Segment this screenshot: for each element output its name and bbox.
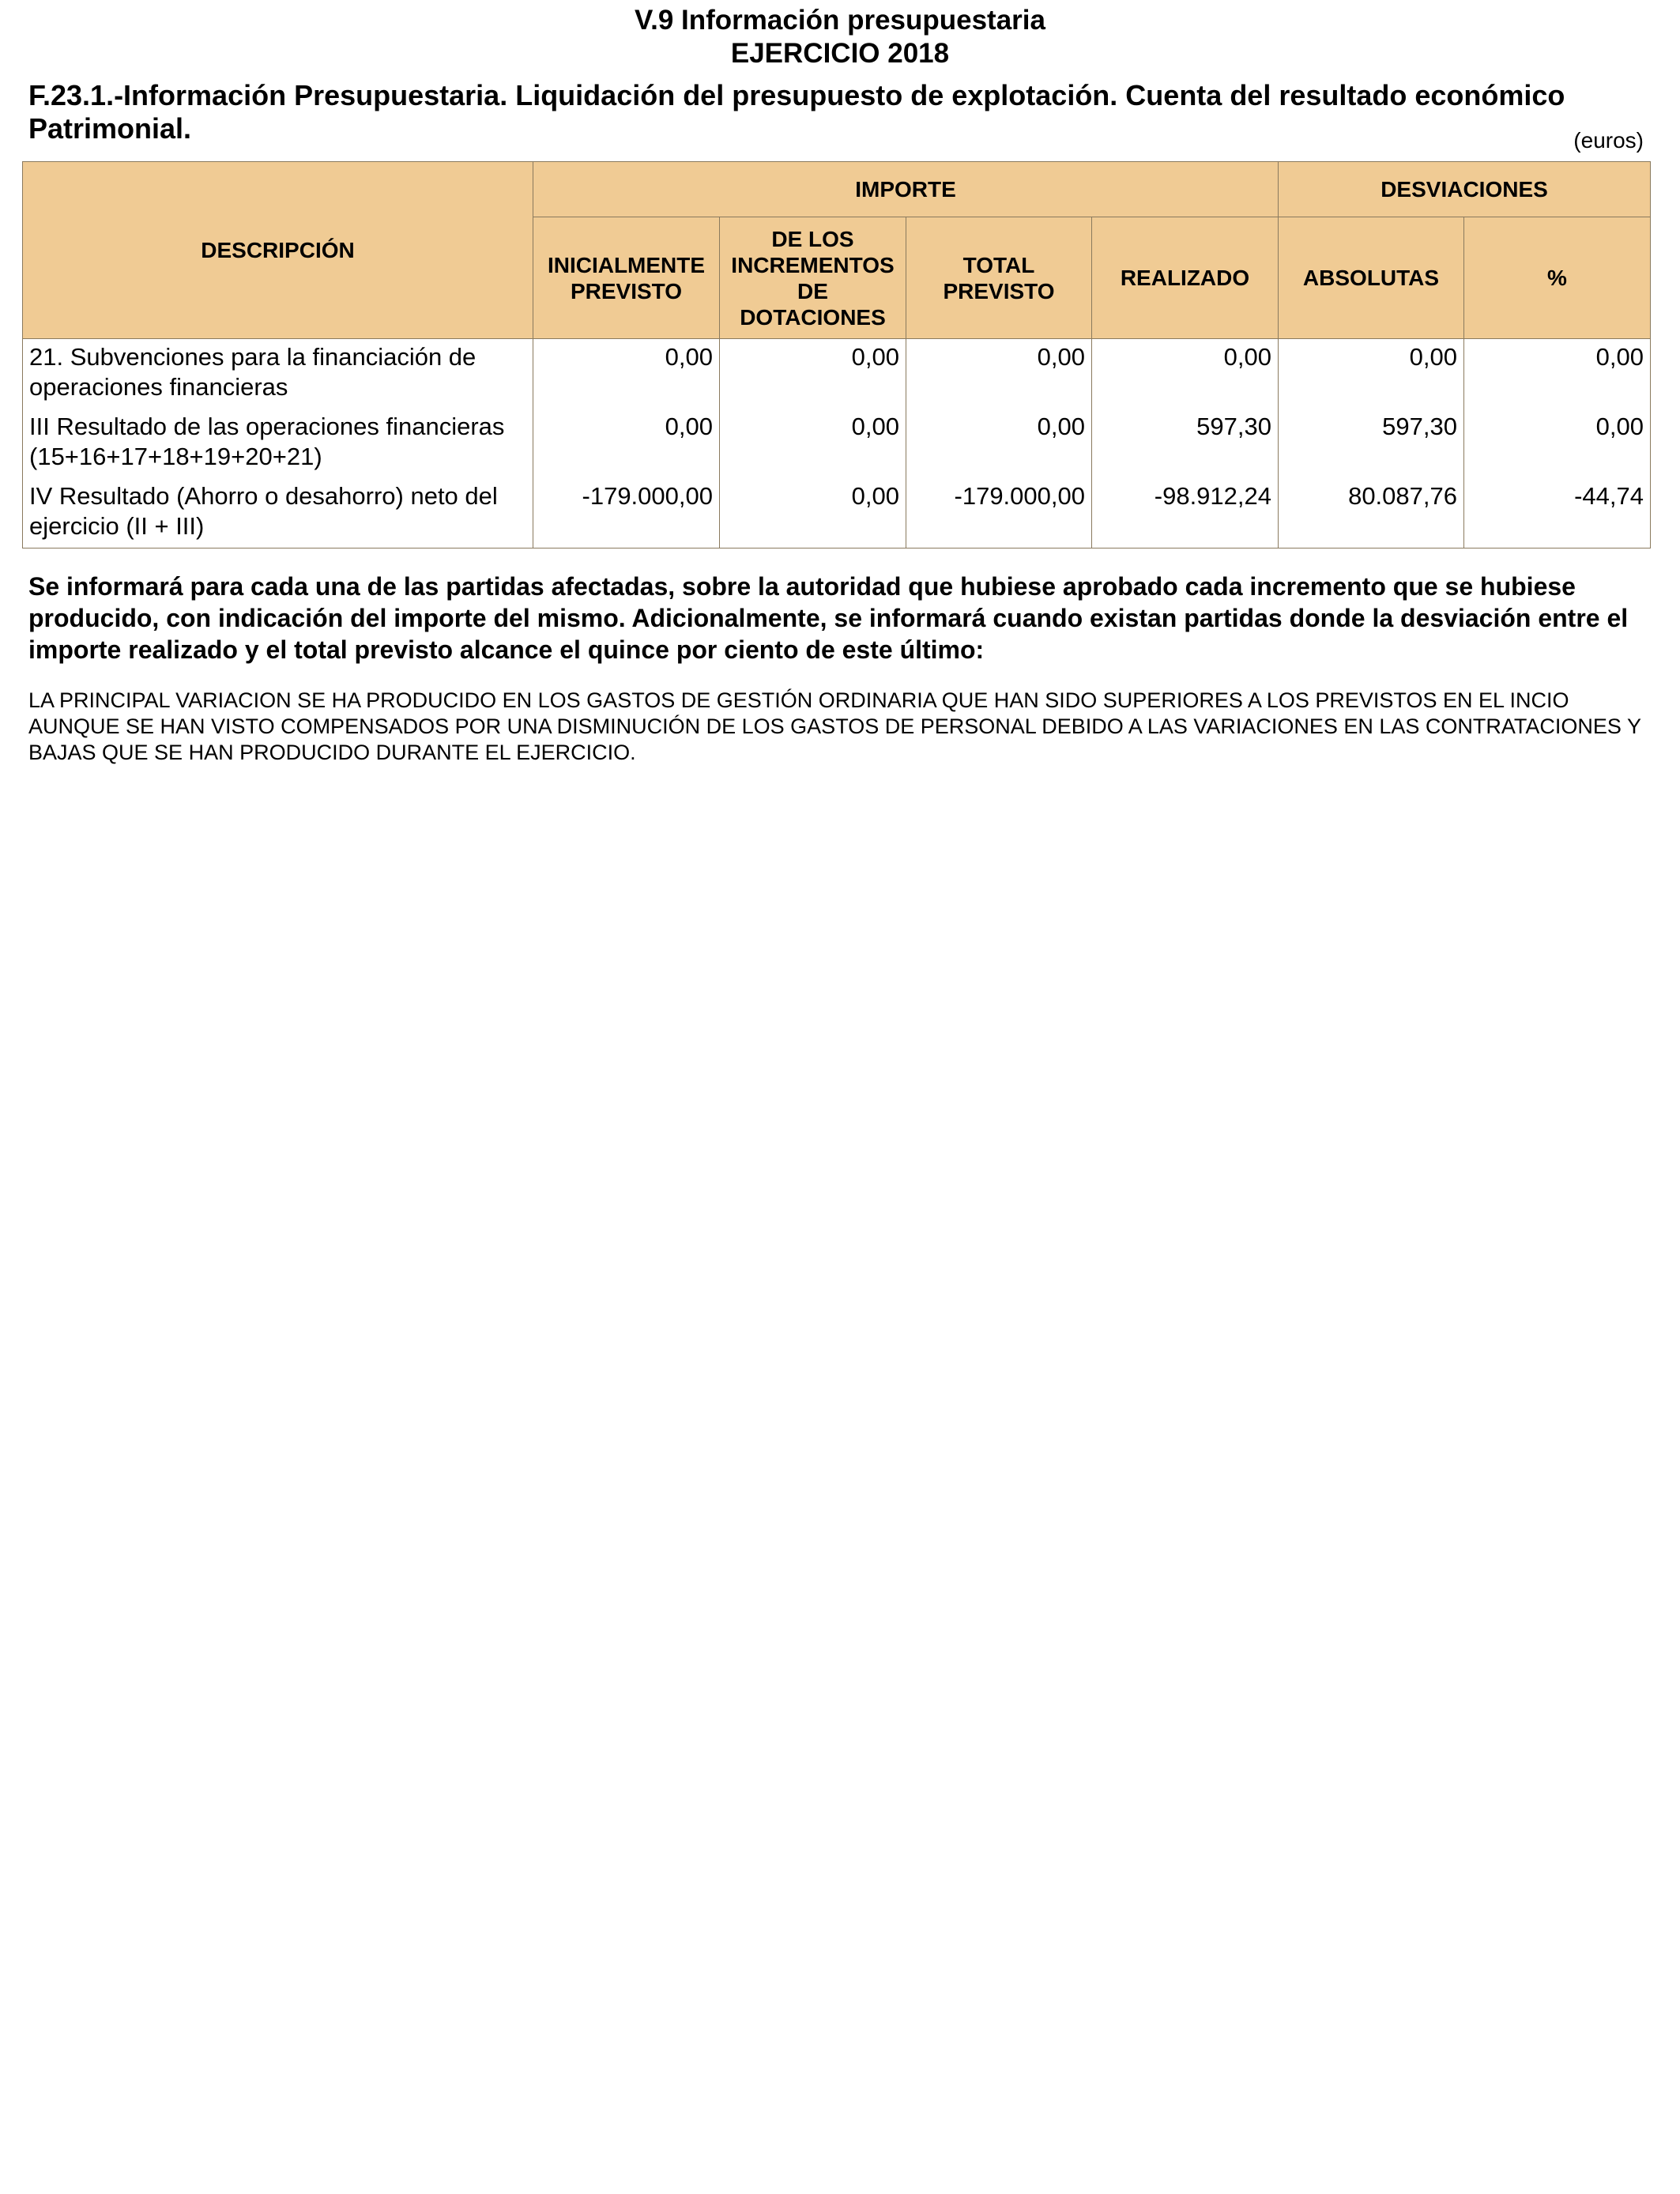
cell-incrementos: 0,00 [720,409,906,478]
cell-percent: -44,74 [1464,478,1651,548]
header-descripcion: DESCRIPCIÓN [23,162,533,339]
cell-percent: 0,00 [1464,339,1651,409]
header-absolutas: ABSOLUTAS [1279,217,1464,339]
cell-incrementos: 0,00 [720,339,906,409]
cell-inicialmente-previsto: -179.000,00 [533,478,720,548]
cell-realizado: -98.912,24 [1092,478,1279,548]
header-importe: IMPORTE [533,162,1279,217]
cell-realizado: 0,00 [1092,339,1279,409]
cell-inicialmente-previsto: 0,00 [533,339,720,409]
cell-incrementos: 0,00 [720,478,906,548]
table-row [23,339,1651,409]
reporting-instruction: Se informará para cada una de las partidas afectadas, sobre la autoridad que hubiese aprobado cada incremento que se hubiese producido, con indicación del importe del mismo. Adicionalmente, se informará cuando existan partidas donde la desviación entre el importe realizado y el total previsto alcance el quince por ciento de este último: [28,572,1629,664]
header-incrementos: DE LOS INCREMENTOS DE DOTACIONES [720,217,906,339]
cell-percent: 0,00 [1464,409,1651,478]
header-desviaciones: DESVIACIONES [1279,162,1651,217]
cell-total-previsto: -179.000,00 [906,478,1092,548]
header-percent: % [1464,217,1651,339]
header-inicialmente-previsto: INICIALMENTE PREVISTO [533,217,720,339]
header-realizado: REALIZADO [1092,217,1279,339]
row-description: 21. Subvenciones para la financiación de operaciones financieras [23,339,533,409]
table-row [23,409,1651,478]
variation-explanation: LA PRINCIPAL VARIACION SE HA PRODUCIDO EN LOS GASTOS DE GESTIÓN ORDINARIA QUE HAN SIDO SUPERIORES A LOS PREVISTOS EN EL INCIO AUNQUE SE HAN VISTO COMPENSADOS POR UNA DISMINUCIÓN DE LOS GASTOS DE PERSONAL DEBIDO A LAS VARIACIONES EN LAS CONTRATACIONES Y BAJAS QUE SE HAN PRODUCIDO DURANTE EL EJERCICIO. [28,688,1641,764]
cell-inicialmente-previsto: 0,00 [533,409,720,478]
cell-total-previsto: 0,00 [906,339,1092,409]
page-title: V.9 Información presupuestaria [635,5,1045,36]
budget-table [22,161,1651,548]
cell-absolutas: 597,30 [1279,409,1464,478]
cell-total-previsto: 0,00 [906,409,1092,478]
fiscal-year-subtitle: EJERCICIO 2018 [730,38,950,69]
row-description: III Resultado de las operaciones financieras (15+16+17+18+19+20+21) [23,409,533,478]
units-label: (euros) [1573,128,1644,153]
row-description: IV Resultado (Ahorro o desahorro) neto del ejercicio (II + III) [23,478,533,548]
cell-absolutas: 0,00 [1279,339,1464,409]
table-row [23,478,1651,548]
section-title: F.23.1.-Información Presupuestaria. Liquidación del presupuesto de explotación. Cuenta del resultado económico Patrimonial. [28,79,1565,145]
cell-realizado: 597,30 [1092,409,1279,478]
header-total-previsto: TOTAL PREVISTO [906,217,1092,339]
cell-absolutas: 80.087,76 [1279,478,1464,548]
